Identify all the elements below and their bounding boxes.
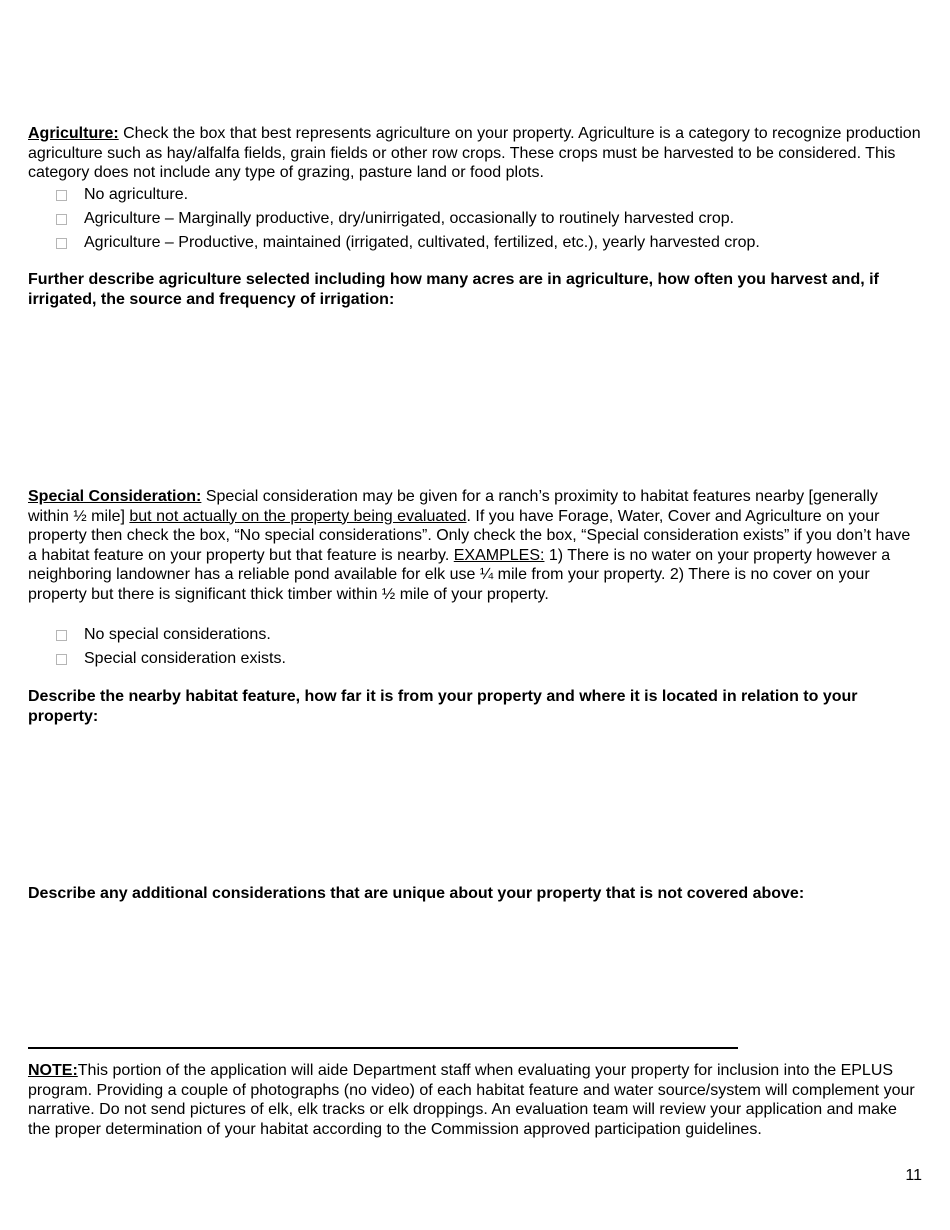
special-consideration-label: Special Consideration: — [28, 488, 202, 505]
nearby-habitat-prompt: Describe the nearby habitat feature, how far it is from your property and where it is located in relation to your property: — [28, 688, 858, 725]
option-label: Agriculture – Productive, maintained (irrigated, cultivated, fertilized, etc.), yearly harvested crop. — [84, 234, 760, 251]
option-label: No special considerations. — [84, 626, 271, 643]
special-consideration-paragraph — [28, 487, 921, 605]
examples-label: EXAMPLES: — [453, 546, 545, 564]
agriculture-text: Check the box that best represents agriculture on your property. Agriculture is a category to recognize production agriculture such as hay/alfalfa fields, grain fields or other row crops. These crops must be harvested to be considered. This category does not include any type of grazing, pasture land or food plots. — [28, 125, 921, 182]
checkbox[interactable] — [56, 214, 67, 225]
note-text: This portion of the application will aide Department staff when evaluating your property for inclusion into the EPLUS program. Providing a couple of photographs (no video) of each habitat feature and water source/system will complement your narrative. Do not send pictures of elk, elk tracks or elk droppings. An evaluation team will review your application and make the proper determination of your habitat according to the Commission approved participation guidelines. — [28, 1062, 915, 1138]
special-text-b: . If you have Forage, Water, Cover and Agriculture on your property then check the box, “No special considerations”. Only check the box, “Special consideration exists” if you don’t have a habitat feature on your property but that feature is nearby. — [28, 507, 911, 564]
agriculture-label: Agriculture: — [28, 125, 119, 142]
checkbox[interactable] — [56, 238, 67, 249]
special-text-a: Special consideration may be given for a ranch’s proximity to habitat features nearby [generally within ½ mile] — [28, 488, 878, 525]
agriculture-option — [56, 183, 926, 207]
option-label: Special consideration exists. — [84, 650, 286, 667]
special-text-c: 1) There is no water on your property however a neighboring landowner has a reliable pond available for elk use ¼ mile from your property. 2) There is no cover on your property but there is significant thick timber within ½ mile of your property. — [28, 546, 891, 603]
checkbox[interactable] — [56, 190, 67, 201]
special-option — [56, 647, 926, 671]
agriculture-paragraph — [28, 124, 921, 183]
note-paragraph — [28, 1061, 921, 1139]
checkbox[interactable] — [56, 630, 67, 641]
divider-line — [28, 1047, 738, 1049]
agriculture-option — [56, 207, 926, 231]
option-label: No agriculture. — [84, 186, 189, 203]
checkbox[interactable] — [56, 654, 67, 665]
page-number: 11 — [905, 1167, 922, 1184]
agriculture-option — [56, 231, 926, 255]
option-label: Agriculture – Marginally productive, dry/unirrigated, occasionally to routinely harvested crop. — [84, 210, 735, 227]
special-underlined-text: but not actually on the property being evaluated — [129, 507, 467, 525]
special-option — [56, 623, 926, 647]
note-label: NOTE: — [28, 1062, 78, 1079]
agriculture-prompt: Further describe agriculture selected including how many acres are in agriculture, how often you harvest and, if irrigated, the source and frequency of irrigation: — [28, 271, 879, 308]
agriculture-options — [56, 183, 926, 255]
additional-considerations-prompt: Describe any additional considerations that are unique about your property that is not covered above: — [28, 885, 805, 902]
special-options — [56, 623, 926, 671]
